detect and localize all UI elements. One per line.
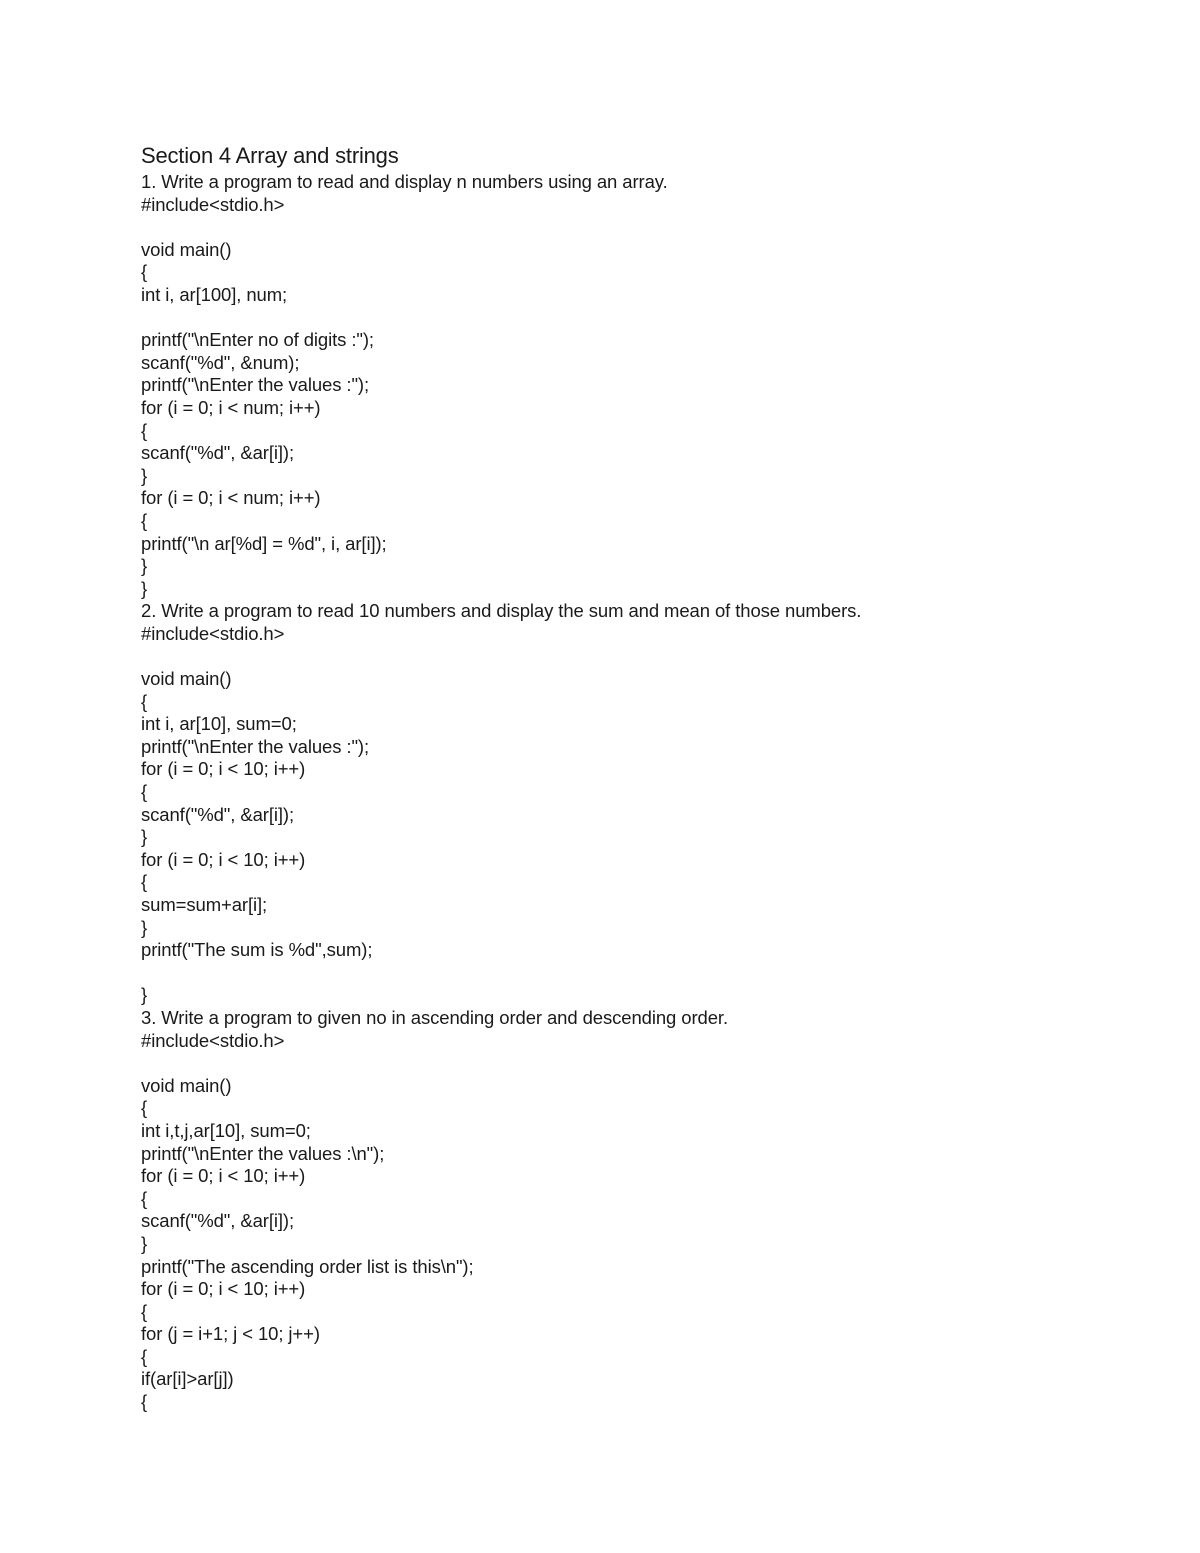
text-line: printf("The sum is %d",sum);	[141, 939, 373, 961]
text-line: int i, ar[100], num;	[141, 283, 288, 305]
text-line: sum=sum+ar[i];	[141, 894, 268, 915]
text-line: 1. Write a program to read and display n numbers using an array.	[141, 171, 668, 192]
text-line: int i, ar[10], sum=0;	[141, 713, 297, 735]
text-line: printf("\nEnter the values :\n");	[141, 1142, 385, 1164]
text-line: for (i = 0; i < 10; i++)	[141, 758, 306, 780]
text-line: for (i = 0; i < num; i++)	[141, 396, 321, 418]
text-line: void main()	[141, 1074, 232, 1096]
text-line: scanf("%d", &ar[i]);	[141, 442, 295, 464]
text-line: {	[141, 509, 148, 531]
text-line: printf("\n ar[%d] = %d", i, ar[i]);	[141, 532, 387, 554]
text-line: {	[141, 871, 148, 893]
text-line	[141, 216, 1141, 239]
text-line: printf("\nEnter no of digits :");	[141, 329, 374, 351]
text-line: #include<stdio.h>	[141, 622, 285, 644]
text-line: for (i = 0; i < 10; i++)	[141, 1165, 306, 1187]
text-line: {	[141, 1097, 148, 1119]
text-line: for (i = 0; i < 10; i++)	[141, 848, 306, 870]
text-line	[141, 1052, 1141, 1075]
text-line: for (j = i+1; j < 10; j++)	[141, 1323, 320, 1345]
text-line: {	[141, 419, 148, 441]
text-line	[141, 645, 1141, 668]
text-line: }	[141, 577, 148, 599]
text-line: int i,t,j,ar[10], sum=0;	[141, 1119, 311, 1141]
text-line: }	[141, 916, 148, 938]
text-line: scanf("%d", &ar[i]);	[141, 1210, 295, 1232]
text-line: for (i = 0; i < num; i++)	[141, 487, 321, 509]
text-line	[141, 307, 1141, 330]
document-content	[141, 142, 1141, 1414]
text-line: {	[141, 690, 148, 712]
text-line: }	[141, 464, 148, 486]
text-line	[141, 962, 1141, 985]
text-line: #include<stdio.h>	[141, 1029, 285, 1051]
text-line: {	[141, 1300, 148, 1322]
text-line: {	[141, 1187, 148, 1209]
text-line: if(ar[i]>ar[j])	[141, 1368, 234, 1390]
text-line: {	[141, 781, 148, 803]
text-line: #include<stdio.h>	[141, 193, 285, 215]
section-title: Section 4 Array and strings	[141, 143, 399, 168]
text-line: void main()	[141, 238, 232, 260]
text-line: }	[141, 1232, 148, 1254]
text-line: printf("\nEnter the values :");	[141, 374, 370, 396]
code-listing	[141, 171, 1141, 1414]
text-line: }	[141, 826, 148, 848]
text-line: scanf("%d", &num);	[141, 351, 300, 373]
text-line: }	[141, 555, 148, 577]
text-line: {	[141, 1391, 148, 1413]
text-line: void main()	[141, 668, 232, 690]
text-line: 3. Write a program to given no in ascending order and descending order.	[141, 1006, 728, 1028]
text-line: printf("\nEnter the values :");	[141, 735, 370, 757]
text-line: }	[141, 984, 148, 1006]
text-line: 2. Write a program to read 10 numbers and display the sum and mean of those numbers.	[141, 600, 862, 622]
text-line: printf("The ascending order list is this\n");	[141, 1255, 474, 1277]
text-line: {	[141, 261, 148, 283]
text-line: for (i = 0; i < 10; i++)	[141, 1278, 306, 1300]
text-line: {	[141, 1345, 148, 1367]
text-line: scanf("%d", &ar[i]);	[141, 803, 295, 825]
